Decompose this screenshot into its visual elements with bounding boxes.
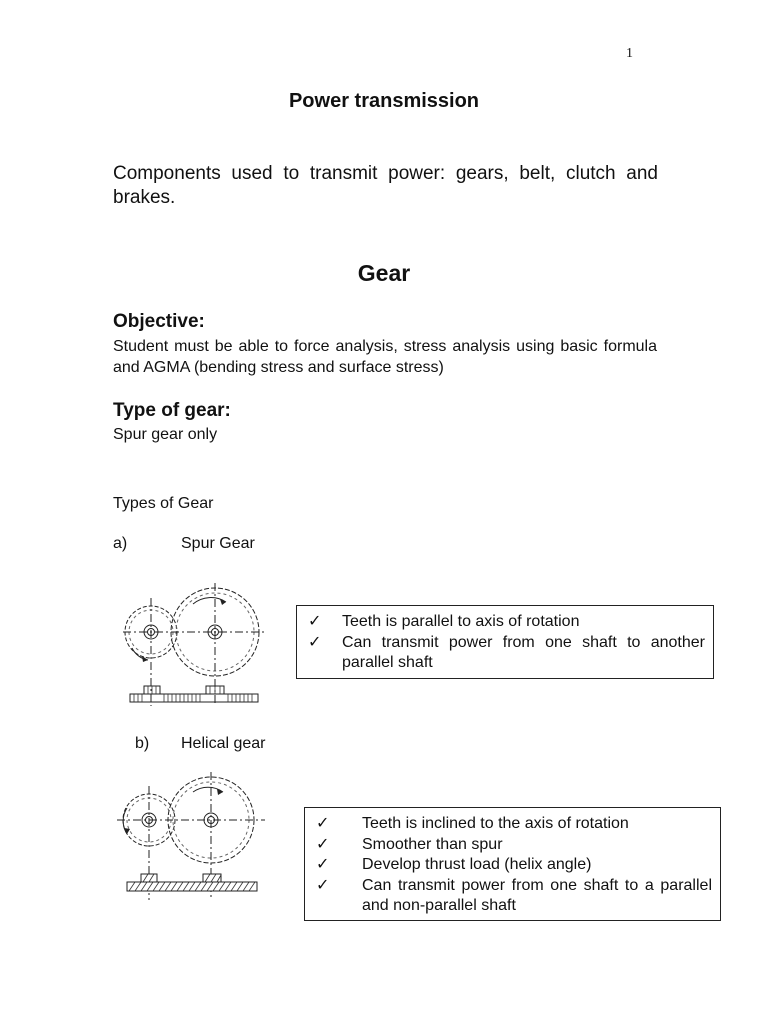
spur-marker: a) [113, 535, 128, 552]
spur-point-2: Can transmit power from one shaft to another parallel shaft [342, 633, 705, 671]
list-item [303, 633, 705, 674]
spur-point-1: Teeth is parallel to axis of rotation [342, 613, 580, 630]
type-of-gear-text: Spur gear only [113, 426, 218, 443]
intro-paragraph: Components used to transmit power: gears, belt, clutch and brakes. [113, 163, 658, 208]
check-icon: ✓ [316, 856, 330, 873]
objective-heading: Objective: [113, 311, 205, 332]
helical-features-box [304, 807, 721, 921]
check-icon: ✓ [316, 876, 330, 894]
helical-point-2: Smoother than spur [362, 835, 503, 853]
gear-heading: Gear [357, 260, 411, 286]
helical-marker: b) [135, 735, 150, 752]
list-item [313, 855, 712, 876]
spur-label: Spur Gear [181, 535, 255, 552]
list-item [313, 876, 712, 917]
helical-point-4: Can transmit power from one shaft to a parallel and non-parallel shaft [362, 876, 712, 914]
page-number: 1 [626, 46, 633, 61]
helical-point-1: Teeth is inclined to the axis of rotation [362, 815, 629, 832]
helical-label: Helical gear [181, 735, 266, 752]
spur-features-box [296, 605, 714, 679]
list-item [303, 612, 705, 633]
types-of-gear-heading: Types of Gear [113, 495, 214, 512]
check-icon: ✓ [308, 633, 322, 651]
check-icon: ✓ [316, 815, 330, 832]
type-of-gear-heading: Type of gear: [113, 400, 231, 421]
check-icon: ✓ [316, 835, 330, 853]
spur-gear-diagram [118, 578, 268, 708]
list-item [313, 835, 712, 856]
check-icon: ✓ [308, 613, 322, 630]
page-title: Power transmission [288, 90, 480, 112]
objective-text: Student must be able to force analysis, stress analysis using basic formula and AGMA (bending stress and surface stress) [113, 338, 657, 376]
helical-gear-diagram [113, 770, 268, 902]
list-item [313, 814, 712, 835]
helical-point-3: Develop thrust load (helix angle) [362, 856, 592, 873]
